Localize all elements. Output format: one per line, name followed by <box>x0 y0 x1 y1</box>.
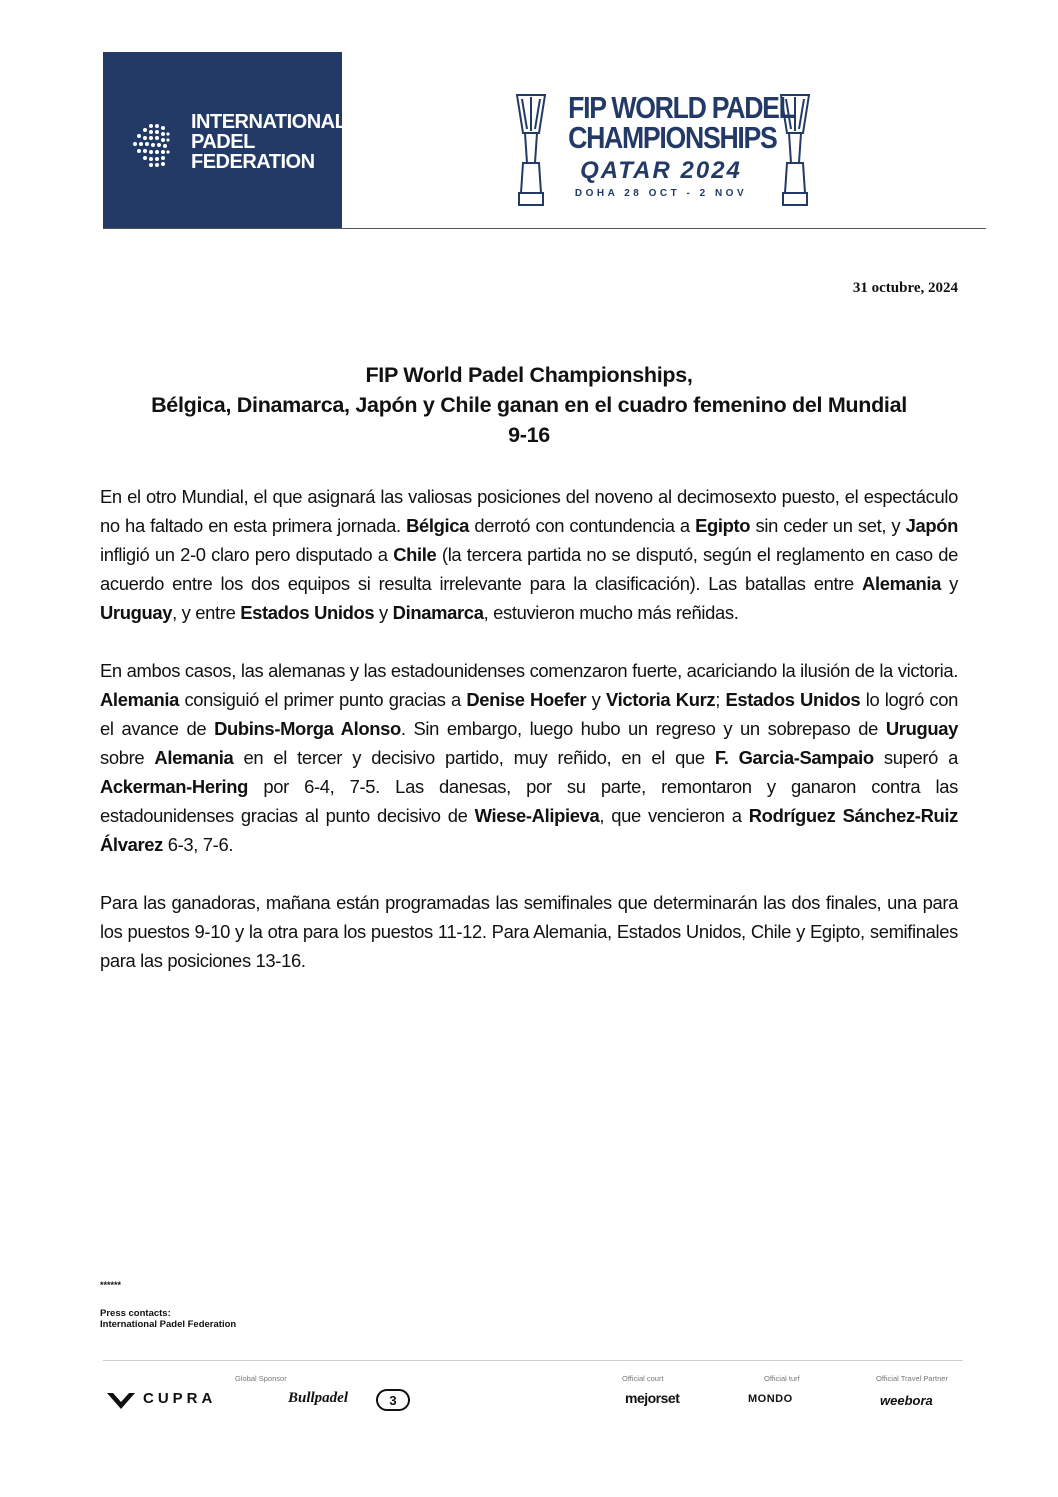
fip-line-3: FEDERATION <box>191 151 315 173</box>
bold-text: Denise Hoefer <box>466 689 587 710</box>
bold-text: Wiese-Alipieva <box>474 805 600 826</box>
bullpadel-emblem-icon <box>376 1389 410 1411</box>
text-run: , estuvieron mucho más reñidas. <box>483 602 739 623</box>
text-run: ; <box>715 689 726 710</box>
bold-text: Chile <box>393 544 437 565</box>
footer-divider <box>103 1360 963 1361</box>
document-date: 31 octubre, 2024 <box>852 280 958 296</box>
weebora-logo: weebora <box>880 1393 933 1408</box>
bold-text: Alemania <box>100 689 179 710</box>
bold-text: Uruguay <box>885 718 958 739</box>
title-line-3: 9-16 <box>508 423 550 447</box>
championship-logo <box>553 90 794 201</box>
text-run: 6-3, 7-6. <box>162 834 234 855</box>
event-location: QATAR 2024 <box>580 157 742 184</box>
bold-text: Egipto <box>695 515 751 536</box>
text-run: consiguió el primer punto gracias a <box>178 689 467 710</box>
bold-text: Dinamarca <box>392 602 484 623</box>
travel-caption: Official Travel Partner <box>876 1374 948 1383</box>
mondo-logo: MONDO <box>748 1393 793 1405</box>
bold-text: Bélgica <box>406 515 470 536</box>
text-run: lo logró con el avance de <box>100 689 959 739</box>
text-run: y <box>941 573 959 594</box>
press-contacts-label: Press contacts: <box>100 1308 171 1319</box>
cupra-emblem-icon <box>107 1391 135 1411</box>
turf-caption: Official turf <box>764 1374 800 1383</box>
text-run: . Sin embargo, luego hubo un regreso y un sobrepaso de <box>400 718 886 739</box>
fip-logo <box>103 52 347 228</box>
event-title-line-1: FIP WORLD PADEL <box>568 90 794 125</box>
fip-line-1: INTERNATIONAL <box>191 111 347 133</box>
text-run: Para las ganadoras, mañana están programadas las semifinales que determinarán las dos finales, una para los puestos 9-10 y la otra para los puestos 11-12. Para Alemania, Estados Unidos, Chile y Egipto, semifinales para las posiciones 13-16. <box>100 892 958 971</box>
bold-text: Dubins-Morga Alonso <box>214 718 401 739</box>
article-body <box>100 482 958 1004</box>
text-run: sin ceder un set, y <box>750 515 906 536</box>
svg-text:3: 3 <box>389 1393 397 1408</box>
separator: ****** <box>100 1280 122 1290</box>
bold-text: Rodríguez Sánchez-Ruiz Álvarez <box>100 805 958 855</box>
bold-text: Estados Unidos <box>725 689 861 710</box>
text-run: (la tercera partida no se disputó, según el reglamento en caso de acuerdo entre los dos equipos si resulta irrelevante para la clasificación). Las batallas entre <box>100 544 958 594</box>
bold-text: Alemania <box>154 747 234 768</box>
text-run: y <box>586 689 606 710</box>
bold-text: F. Garcia-Sampaio <box>714 747 874 768</box>
trophy-left-icon <box>513 93 549 209</box>
event-dates: DOHA 28 OCT - 2 NOV <box>574 188 748 199</box>
text-run: , y entre <box>172 602 241 623</box>
bullpadel-logo: Bullpadel <box>288 1390 349 1406</box>
paragraph-3 <box>100 888 958 975</box>
paragraph-2 <box>100 656 958 859</box>
title-line-2: Bélgica, Dinamarca, Japón y Chile ganan en el cuadro femenino del Mundial <box>151 393 907 417</box>
text-run: En ambos casos, las alemanas y las estadounidenses comenzaron fuerte, acariciando la ilusión de la victoria. <box>100 660 958 681</box>
text-run: superó a <box>873 747 959 768</box>
press-contacts <box>100 1308 236 1330</box>
text-run: por 6-4, 7-5. Las danesas, por su parte, remontaron y ganaron contra las estadounidenses gracias al punto decisivo de <box>100 776 958 826</box>
bold-text: Uruguay <box>100 602 173 623</box>
fip-line-2: PADEL <box>191 131 255 153</box>
global-sponsor-caption: Global Sponsor <box>235 1374 287 1383</box>
text-run: infligió un 2-0 claro pero disputado a <box>100 544 394 565</box>
fip-wordmark <box>191 112 346 172</box>
text-run: y <box>374 602 393 623</box>
document-title <box>100 360 958 450</box>
mejorset-logo: mejorset <box>625 1390 680 1406</box>
text-run: , que vencieron a <box>599 805 749 826</box>
paragraph-1 <box>100 482 958 627</box>
bold-text: Victoria Kurz <box>605 689 716 710</box>
title-line-1: FIP World Padel Championships, <box>365 363 693 387</box>
bold-text: Estados Unidos <box>240 602 375 623</box>
press-contacts-org: International Padel Federation <box>100 1319 237 1330</box>
text-run: En el otro Mundial, el que asignará las valiosas posiciones del noveno al decimosexto puesto, el espectáculo no ha faltado en esta primera jornada. <box>100 486 958 536</box>
event-title-line-2: CHAMPIONSHIPS <box>568 120 777 155</box>
cupra-logo: CUPRA <box>143 1390 217 1407</box>
court-caption: Official court <box>622 1374 664 1383</box>
text-run: en el tercer y decisivo partido, muy reñido, en el que <box>233 747 715 768</box>
text-run: derrotó con contundencia a <box>469 515 696 536</box>
bold-text: Japón <box>905 515 958 536</box>
header-divider <box>103 228 986 229</box>
bold-text: Ackerman-Hering <box>100 776 249 797</box>
text-run: sobre <box>100 747 155 768</box>
padel-racket-dots-icon <box>131 120 171 170</box>
bold-text: Alemania <box>862 573 942 594</box>
